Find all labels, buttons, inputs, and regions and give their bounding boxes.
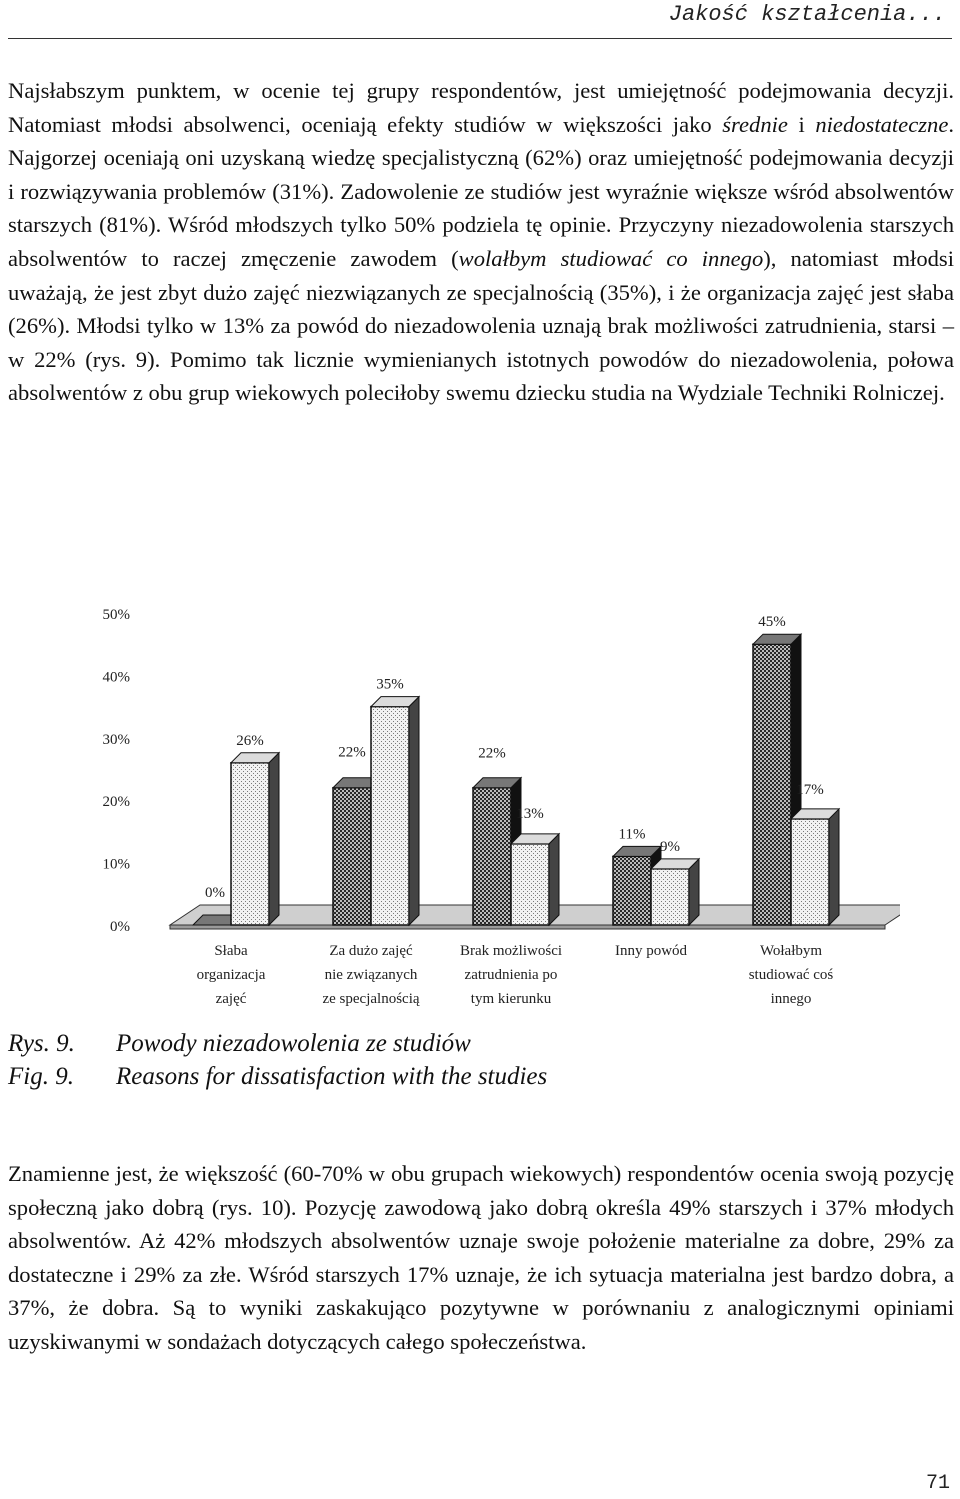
header-rule <box>8 38 952 39</box>
bar-value-label: 35% <box>376 676 404 693</box>
y-tick-label: 10% <box>102 856 130 873</box>
running-head: Jakość kształcenia... <box>668 2 946 27</box>
category-label: Za dużo zajęć <box>329 943 413 959</box>
category-label: organizacja <box>196 967 266 983</box>
bar <box>231 763 269 925</box>
paragraph-2: Znamienne jest, że większość (60-70% w obu grupach wiekowych) respondentów ocenia swoją pozycję społeczną jako dobrą (rys. 10). Pozycję zawodową jako dobrą określa 49% starszych i 37% młodych absolwentów. Aż 42% młodszych absolwentów uznaje swoje położenie materialne za dobre, 29% za dostateczne i 29% za złe. Wśród starszych 17% uznaje, że ich sytuacja materialna jest bardzo dobra, a 37%, że dobra. Są to wyniki zaskakująco pozytywne w porównaniu z analogicznymi opiniami uzyskiwanymi w sondażach dotyczących całego społeczeństwa. <box>8 1161 954 1354</box>
category-label: ze specjalnością <box>322 991 420 1007</box>
bar-side <box>409 697 419 925</box>
category-label: Inny powód <box>614 943 688 959</box>
category-label: zajęć <box>215 991 247 1007</box>
bar-value-label: 22% <box>338 744 366 761</box>
paragraph-1-run: Najsłabszym punktem, w ocenie tej grupy respondentów, jest umiejętność podejmowania decyzji. Natomiast młodsi absolwenci, oceniają efekty studiów w większości jako <box>8 78 954 137</box>
bar-value-label: 26% <box>236 732 264 749</box>
y-tick-label: 40% <box>102 669 130 686</box>
category-label: tym kierunku <box>470 991 552 1007</box>
paragraph-1-run: niedostateczne <box>815 111 949 137</box>
category-label: Słaba <box>214 943 248 959</box>
caption-label: Rys. 9. <box>8 1030 75 1057</box>
category-label: innego <box>770 991 812 1007</box>
page-number: 71 <box>925 1472 950 1495</box>
bar <box>473 788 511 925</box>
bar <box>791 819 829 925</box>
caption-polish <box>8 1030 908 1062</box>
caption-label: Fig. 9. <box>8 1063 74 1090</box>
chart-svg <box>60 588 900 1018</box>
bar <box>651 869 689 925</box>
paragraph-1-run: i <box>787 111 816 137</box>
bar-value-label: 0% <box>205 885 225 901</box>
caption-text: Reasons for dissatisfaction with the studies <box>116 1063 548 1090</box>
category-label: studiować coś <box>748 967 834 983</box>
bar <box>333 788 371 925</box>
bar-value-label: 11% <box>618 826 646 843</box>
y-tick-label: 20% <box>102 794 130 811</box>
paragraph-1-run: wolałbym studiować co innego <box>458 245 764 271</box>
category-label: Wołałbym <box>759 943 823 959</box>
caption-text: Powody niezadowolenia ze studiów <box>116 1030 471 1057</box>
bar <box>753 644 791 925</box>
y-tick-label: 0% <box>110 919 130 935</box>
bar <box>371 707 409 925</box>
bar-side <box>689 859 699 925</box>
paragraph-1-run: średnie <box>722 111 788 137</box>
bar <box>511 844 549 925</box>
y-tick-label: 30% <box>102 731 130 748</box>
bar-value-label: 45% <box>758 614 786 631</box>
category-label: nie związanych <box>324 967 418 983</box>
paragraph-1-run: . Najgorzej oceniają oni uzyskaną wiedzę specjalistyczną (62%) oraz umiejętność podejmowania decyzji i rozwiązywania problemów (31%). Zadowolenie ze studiów jest wyraźnie większe wśród absolwentów starszych (81%). Wśród młodszych tylko 50% podziela tę opinie. Przyczyny niezadowolenia starszych absolwentów to raczej zmęczenie zawodem ( <box>8 111 955 271</box>
category-label: Brak możliwości <box>459 943 563 959</box>
bar-value-label: 17% <box>796 782 824 799</box>
paragraph-1-run: ), natomiast młodsi uważają, że jest zbyt dużo zajęć niezwiązanych ze specjalnością (35%), i że organizacja zajęć jest słaba (26%). Młodsi tylko w 13% za powód do niezadowolenia uznają brak możliwości zatrudnienia, starsi – w 22% (rys. 9). Pomimo tak licznie wymienianych istotnych powodów do niezadowolenia, połowa absolwentów z obu grup wiekowych poleciłoby swemu dziecku studia na Wydziale Techniki Rolniczej. <box>8 245 954 406</box>
category-label: zatrudnienia po <box>464 967 558 983</box>
caption-english <box>8 1063 908 1095</box>
bar <box>613 856 651 925</box>
paragraph-1 <box>8 74 954 410</box>
bar-value-label: 13% <box>516 805 544 822</box>
bar-side <box>829 809 839 925</box>
y-tick-label: 50% <box>102 607 130 623</box>
bar-value-label: 22% <box>478 745 506 762</box>
bar-side <box>549 834 559 925</box>
bar-side <box>269 753 279 925</box>
bar-chart <box>60 588 900 1018</box>
bar-value-label: 9% <box>660 838 680 855</box>
